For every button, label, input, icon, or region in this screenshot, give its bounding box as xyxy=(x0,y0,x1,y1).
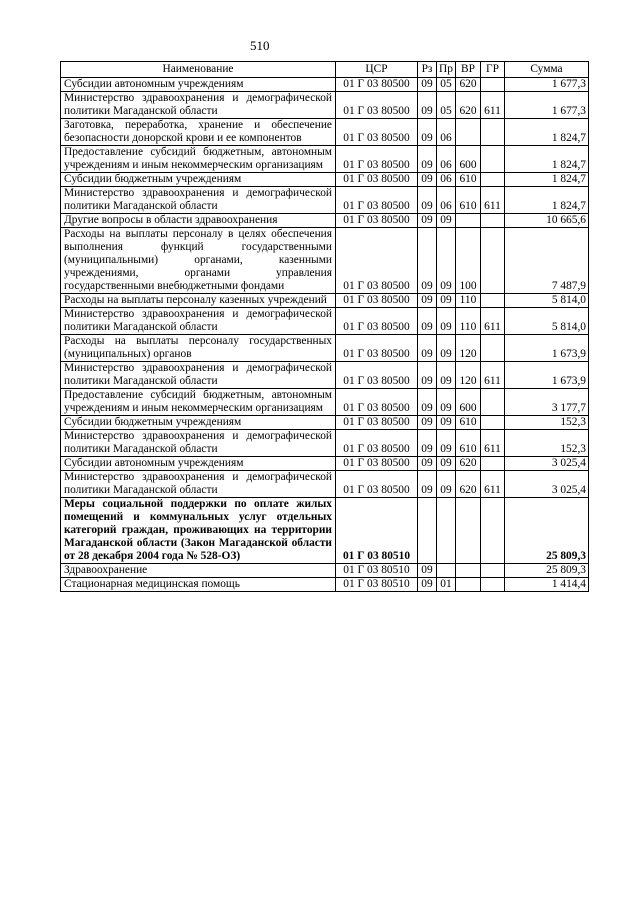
header-pr: Пр xyxy=(437,62,456,78)
row-name-cell: Субсидии бюджетным учреждениям xyxy=(61,173,336,187)
row-csr-cell: 01 Г 03 80500 xyxy=(336,471,418,498)
page-number: 510 xyxy=(250,38,270,53)
row-pr-cell: 01 xyxy=(437,578,456,592)
row-sum-cell: 1 677,3 xyxy=(505,92,589,119)
row-csr-cell: 01 Г 03 80510 xyxy=(336,498,418,564)
table-row xyxy=(61,146,589,173)
row-pr-cell: 09 xyxy=(437,471,456,498)
row-name-cell: Субсидии автономным учреждениям xyxy=(61,78,336,92)
table-row xyxy=(61,498,589,564)
row-sum-cell: 7 487,9 xyxy=(505,228,589,294)
table-row xyxy=(61,119,589,146)
header-rz: Рз xyxy=(418,62,437,78)
header-gr: ГР xyxy=(481,62,505,78)
table-row xyxy=(61,214,589,228)
row-gr-cell xyxy=(481,119,505,146)
row-gr-cell xyxy=(481,457,505,471)
row-sum-cell: 1 824,7 xyxy=(505,173,589,187)
row-pr-cell: 09 xyxy=(437,335,456,362)
row-gr-cell xyxy=(481,78,505,92)
row-gr-cell xyxy=(481,498,505,564)
row-sum-cell: 1 673,9 xyxy=(505,362,589,389)
header-sum: Сумма xyxy=(505,62,589,78)
table-row xyxy=(61,78,589,92)
header-csr: ЦСР xyxy=(336,62,418,78)
row-csr-cell: 01 Г 03 80500 xyxy=(336,214,418,228)
row-rz-cell: 09 xyxy=(418,457,437,471)
row-vr-cell: 620 xyxy=(456,471,481,498)
row-pr-cell: 09 xyxy=(437,430,456,457)
row-vr-cell xyxy=(456,564,481,578)
row-vr-cell: 610 xyxy=(456,430,481,457)
row-vr-cell: 620 xyxy=(456,457,481,471)
table-row xyxy=(61,416,589,430)
row-sum-cell: 10 665,6 xyxy=(505,214,589,228)
row-pr-cell: 06 xyxy=(437,173,456,187)
row-pr-cell: 09 xyxy=(437,228,456,294)
row-name-cell: Стационарная медицинская помощь xyxy=(61,578,336,592)
row-rz-cell: 09 xyxy=(418,187,437,214)
row-csr-cell: 01 Г 03 80500 xyxy=(336,335,418,362)
row-gr-cell xyxy=(481,335,505,362)
row-csr-cell: 01 Г 03 80510 xyxy=(336,564,418,578)
table-row xyxy=(61,173,589,187)
row-rz-cell: 09 xyxy=(418,294,437,308)
row-pr-cell: 05 xyxy=(437,92,456,119)
row-gr-cell: 611 xyxy=(481,362,505,389)
row-vr-cell: 600 xyxy=(456,389,481,416)
row-name-cell: Министерство здравоохранения и демографической политики Магаданской области xyxy=(61,430,336,457)
row-name-cell: Заготовка, переработка, хранение и обеспечение безопасности донорской крови и ее компонентов xyxy=(61,119,336,146)
table-row xyxy=(61,362,589,389)
row-csr-cell: 01 Г 03 80500 xyxy=(336,294,418,308)
table-row xyxy=(61,457,589,471)
row-pr-cell: 09 xyxy=(437,389,456,416)
row-csr-cell: 01 Г 03 80500 xyxy=(336,308,418,335)
header-name: Наименование xyxy=(61,62,336,78)
row-gr-cell xyxy=(481,389,505,416)
row-csr-cell: 01 Г 03 80500 xyxy=(336,119,418,146)
row-vr-cell: 100 xyxy=(456,228,481,294)
row-name-cell: Меры социальной поддержки по оплате жилых помещений и коммунальных услуг отдельных категорий граждан, проживающих на территории Магаданской области (Закон Магаданской области от 28 декабря 2004 года № 528-ОЗ) xyxy=(61,498,336,564)
row-pr-cell: 09 xyxy=(437,416,456,430)
budget-table xyxy=(60,61,589,592)
row-name-cell: Министерство здравоохранения и демографической политики Магаданской области xyxy=(61,308,336,335)
row-sum-cell: 1 414,4 xyxy=(505,578,589,592)
row-name-cell: Министерство здравоохранения и демографической политики Магаданской области xyxy=(61,362,336,389)
row-gr-cell xyxy=(481,146,505,173)
row-gr-cell xyxy=(481,578,505,592)
row-csr-cell: 01 Г 03 80500 xyxy=(336,173,418,187)
row-pr-cell: 09 xyxy=(437,308,456,335)
row-sum-cell: 1 824,7 xyxy=(505,146,589,173)
row-csr-cell: 01 Г 03 80500 xyxy=(336,457,418,471)
row-rz-cell: 09 xyxy=(418,228,437,294)
table-row xyxy=(61,187,589,214)
row-gr-cell xyxy=(481,228,505,294)
row-csr-cell: 01 Г 03 80510 xyxy=(336,578,418,592)
row-name-cell: Министерство здравоохранения и демографической политики Магаданской области xyxy=(61,187,336,214)
table-row xyxy=(61,471,589,498)
row-csr-cell: 01 Г 03 80500 xyxy=(336,187,418,214)
row-rz-cell: 09 xyxy=(418,578,437,592)
row-sum-cell: 152,3 xyxy=(505,430,589,457)
row-gr-cell xyxy=(481,173,505,187)
row-gr-cell: 611 xyxy=(481,187,505,214)
row-vr-cell xyxy=(456,119,481,146)
row-name-cell: Расходы на выплаты персоналу казенных учреждений xyxy=(61,294,336,308)
row-sum-cell: 1 824,7 xyxy=(505,187,589,214)
row-csr-cell: 01 Г 03 80500 xyxy=(336,92,418,119)
row-vr-cell: 120 xyxy=(456,335,481,362)
row-rz-cell: 09 xyxy=(418,362,437,389)
row-pr-cell xyxy=(437,564,456,578)
row-sum-cell: 5 814,0 xyxy=(505,308,589,335)
row-vr-cell xyxy=(456,214,481,228)
row-rz-cell: 09 xyxy=(418,430,437,457)
row-vr-cell: 110 xyxy=(456,308,481,335)
row-sum-cell: 152,3 xyxy=(505,416,589,430)
row-name-cell: Здравоохранение xyxy=(61,564,336,578)
row-gr-cell: 611 xyxy=(481,471,505,498)
row-gr-cell xyxy=(481,214,505,228)
row-gr-cell: 611 xyxy=(481,308,505,335)
table-row xyxy=(61,578,589,592)
row-sum-cell: 3 025,4 xyxy=(505,471,589,498)
row-gr-cell xyxy=(481,294,505,308)
row-pr-cell: 05 xyxy=(437,78,456,92)
row-rz-cell: 09 xyxy=(418,119,437,146)
header-vr: ВР xyxy=(456,62,481,78)
row-rz-cell: 09 xyxy=(418,173,437,187)
row-rz-cell: 09 xyxy=(418,78,437,92)
row-pr-cell xyxy=(437,498,456,564)
row-vr-cell: 600 xyxy=(456,146,481,173)
row-rz-cell xyxy=(418,498,437,564)
table-row xyxy=(61,228,589,294)
row-rz-cell: 09 xyxy=(418,564,437,578)
row-name-cell: Предоставление субсидий бюджетным, автономным учреждениям и иным некоммерческим организациям xyxy=(61,389,336,416)
row-name-cell: Другие вопросы в области здравоохранения xyxy=(61,214,336,228)
row-name-cell: Министерство здравоохранения и демографической политики Магаданской области xyxy=(61,92,336,119)
row-pr-cell: 09 xyxy=(437,214,456,228)
row-gr-cell xyxy=(481,564,505,578)
row-name-cell: Субсидии бюджетным учреждениям xyxy=(61,416,336,430)
row-sum-cell: 25 809,3 xyxy=(505,564,589,578)
row-sum-cell: 5 814,0 xyxy=(505,294,589,308)
row-sum-cell: 1 677,3 xyxy=(505,78,589,92)
row-pr-cell: 09 xyxy=(437,294,456,308)
row-rz-cell: 09 xyxy=(418,92,437,119)
table-header-row xyxy=(61,62,589,78)
row-name-cell: Предоставление субсидий бюджетным, автономным учреждениям и иным некоммерческим организациям xyxy=(61,146,336,173)
row-sum-cell: 1 824,7 xyxy=(505,119,589,146)
row-vr-cell xyxy=(456,498,481,564)
row-vr-cell: 610 xyxy=(456,187,481,214)
table-row xyxy=(61,308,589,335)
table-row xyxy=(61,92,589,119)
row-sum-cell: 1 673,9 xyxy=(505,335,589,362)
row-rz-cell: 09 xyxy=(418,146,437,173)
row-vr-cell xyxy=(456,578,481,592)
row-pr-cell: 06 xyxy=(437,119,456,146)
row-csr-cell: 01 Г 03 80500 xyxy=(336,416,418,430)
row-gr-cell: 611 xyxy=(481,430,505,457)
row-gr-cell: 611 xyxy=(481,92,505,119)
row-pr-cell: 06 xyxy=(437,187,456,214)
row-vr-cell: 620 xyxy=(456,78,481,92)
table-row xyxy=(61,294,589,308)
row-vr-cell: 110 xyxy=(456,294,481,308)
row-rz-cell: 09 xyxy=(418,214,437,228)
row-gr-cell xyxy=(481,416,505,430)
row-name-cell: Расходы на выплаты персоналу в целях обеспечения выполнения функций государственными (муниципальными) органами, казенными учреждениями, органами управления государственными внебюджетными фондами xyxy=(61,228,336,294)
row-rz-cell: 09 xyxy=(418,416,437,430)
row-pr-cell: 06 xyxy=(437,146,456,173)
row-name-cell: Министерство здравоохранения и демографической политики Магаданской области xyxy=(61,471,336,498)
row-sum-cell: 25 809,3 xyxy=(505,498,589,564)
row-csr-cell: 01 Г 03 80500 xyxy=(336,362,418,389)
row-vr-cell: 610 xyxy=(456,416,481,430)
row-name-cell: Субсидии автономным учреждениям xyxy=(61,457,336,471)
table-row xyxy=(61,430,589,457)
row-vr-cell: 610 xyxy=(456,173,481,187)
row-csr-cell: 01 Г 03 80500 xyxy=(336,430,418,457)
row-pr-cell: 09 xyxy=(437,362,456,389)
row-pr-cell: 09 xyxy=(437,457,456,471)
row-rz-cell: 09 xyxy=(418,335,437,362)
row-vr-cell: 120 xyxy=(456,362,481,389)
row-rz-cell: 09 xyxy=(418,471,437,498)
row-csr-cell: 01 Г 03 80500 xyxy=(336,228,418,294)
table-row xyxy=(61,389,589,416)
row-csr-cell: 01 Г 03 80500 xyxy=(336,389,418,416)
row-rz-cell: 09 xyxy=(418,389,437,416)
row-sum-cell: 3 025,4 xyxy=(505,457,589,471)
row-name-cell: Расходы на выплаты персоналу государственных (муниципальных) органов xyxy=(61,335,336,362)
row-sum-cell: 3 177,7 xyxy=(505,389,589,416)
row-vr-cell: 620 xyxy=(456,92,481,119)
table-row xyxy=(61,564,589,578)
row-csr-cell: 01 Г 03 80500 xyxy=(336,78,418,92)
table-row xyxy=(61,335,589,362)
row-csr-cell: 01 Г 03 80500 xyxy=(336,146,418,173)
row-rz-cell: 09 xyxy=(418,308,437,335)
